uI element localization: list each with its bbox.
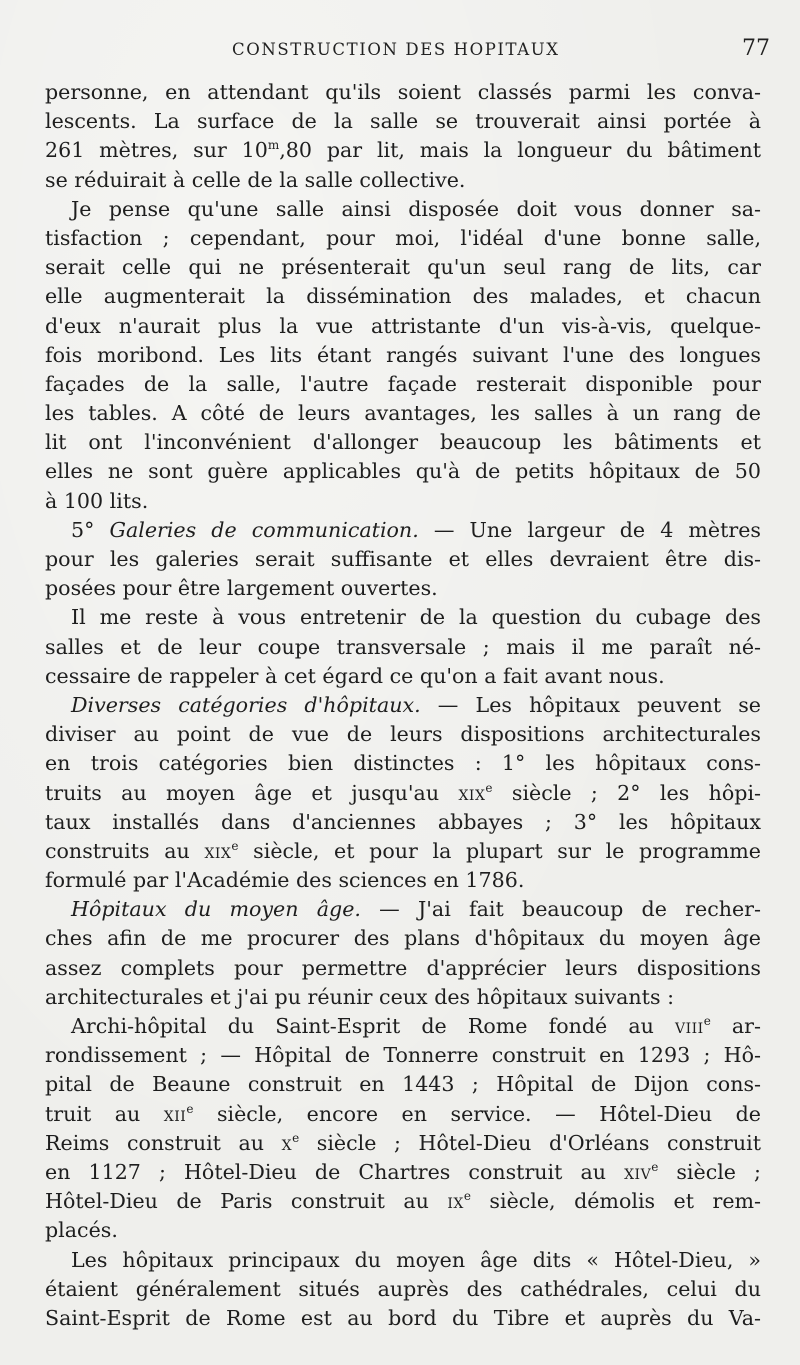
text-line: truits au moyen âge et jusqu'au xix$^e$ siècle ; 2° les hôpi- xyxy=(45,780,761,805)
text-line: taux installés dans d'anciennes abbayes ; 3° les hôpitaux xyxy=(45,809,761,834)
text-line: d'eux n'aurait plus la vue attristante d'un vis-à-vis, quelque- xyxy=(45,313,761,338)
text-line: 5° Galeries de communication. — Une largeur de 4 mètres xyxy=(71,517,761,542)
text-line: 261 mètres, sur 10$^m$,80 par lit, mais la longueur du bâtiment xyxy=(45,138,761,163)
text-line: rondissement ; — Hôpital de Tonnerre construit en 1293 ; Hô- xyxy=(45,1043,761,1068)
italic-heading: Galeries de communication. xyxy=(109,517,419,542)
text-line: personne, en attendant qu'ils soient classés parmi les conva- xyxy=(45,80,761,104)
text-line: truit au xii$^e$ siècle, encore en service. — Hôtel-Dieu de xyxy=(45,1101,761,1126)
text-line: Il me reste à vous entretenir de la question du cubage des xyxy=(71,605,761,630)
page-number: 77 xyxy=(742,36,770,61)
text-line: Les hôpitaux principaux du moyen âge dits « Hôtel-Dieu, » xyxy=(71,1247,761,1272)
text-line: les tables. A côté de leurs avantages, les salles à un rang de xyxy=(45,401,761,426)
text-line: lescents. La surface de la salle se trouverait ainsi portée à xyxy=(45,109,761,134)
text-line: façades de la salle, l'autre façade resterait disponible pour xyxy=(45,371,761,396)
text-line: Je pense qu'une salle ainsi disposée doit vous donner sa- xyxy=(71,196,761,221)
body-text xyxy=(45,78,761,1333)
text-line: Reims construit au $x^e$ siècle ; Hôtel-Dieu d'Orléans construit xyxy=(45,1130,761,1155)
text-line: elles ne sont guère applicables qu'à de petits hôpitaux de 50 xyxy=(45,459,761,484)
text-line: tisfaction ; cependant, pour moi, l'idéal d'une bonne salle, xyxy=(45,225,761,250)
text-line: pital de Beaune construit en 1443 ; Hôpital de Dijon cons- xyxy=(45,1072,761,1097)
text-line: à 100 lits. xyxy=(45,488,149,513)
text-line: pour les galeries serait suffisante et elles devraient être dis- xyxy=(45,547,761,571)
text-line: diviser au point de vue de leurs dispositions architecturales xyxy=(45,722,761,747)
text-line: architecturales et j'ai pu réunir ceux des hôpitaux suivants : xyxy=(45,984,675,1009)
text-line: salles et de leur coupe transversale ; mais il me paraît né- xyxy=(45,634,761,659)
text-line: Diverses catégories d'hôpitaux. — Les hôpitaux peuvent se xyxy=(71,692,761,717)
text-line: fois moribond. Les lits étant rangés suivant l'une des longues xyxy=(45,342,761,367)
text-line: Hôtel-Dieu de Paris construit au $ix^e$ siècle, démolis et rem- xyxy=(45,1189,761,1214)
text-line: étaient généralement situés auprès des cathédrales, celui du xyxy=(45,1276,761,1301)
text-line: ches afin de me procurer des plans d'hôpitaux du moyen âge xyxy=(45,926,761,951)
text-line: en trois catégories bien distinctes : 1° les hôpitaux cons- xyxy=(45,751,761,776)
italic-heading: Diverses catégories d'hôpitaux. xyxy=(71,692,421,717)
text-line: Archi-hôpital du Saint-Esprit de Rome fondé au viii$^e$ ar- xyxy=(71,1014,761,1038)
running-head xyxy=(0,36,800,66)
text-line: assez complets pour permettre d'apprécier leurs dispositions xyxy=(45,955,761,980)
text-line: en 1127 ; Hôtel-Dieu de Chartres construit au xiv$^e$ siècle ; xyxy=(45,1159,761,1184)
text-line: lit ont l'inconvénient d'allonger beaucoup les bâtiments et xyxy=(45,430,761,455)
text-line: formulé par l'Académie des sciences en 1786. xyxy=(45,868,525,893)
text-line: Saint-Esprit de Rome est au bord du Tibre et auprès du Va- xyxy=(45,1305,761,1330)
running-title: CONSTRUCTION DES HOPITAUX xyxy=(232,40,560,59)
text-line: elle augmenterait la dissémination des malades, et chacun xyxy=(45,284,761,309)
text-line: cessaire de rappeler à cet égard ce qu'on a fait avant nous. xyxy=(45,663,665,688)
text-line: posées pour être largement ouvertes. xyxy=(45,576,438,601)
text-line: serait celle qui ne présenterait qu'un seul rang de lits, car xyxy=(45,255,761,280)
italic-heading: Hôpitaux du moyen âge. xyxy=(71,897,361,922)
text-line: se réduirait à celle de la salle collective. xyxy=(45,167,466,192)
text-line: construits au xix$^e$ siècle, et pour la plupart sur le programme xyxy=(45,838,761,863)
text-line: Hôpitaux du moyen âge. — J'ai fait beaucoup de recher- xyxy=(71,897,761,922)
text-line: placés. xyxy=(45,1218,118,1243)
